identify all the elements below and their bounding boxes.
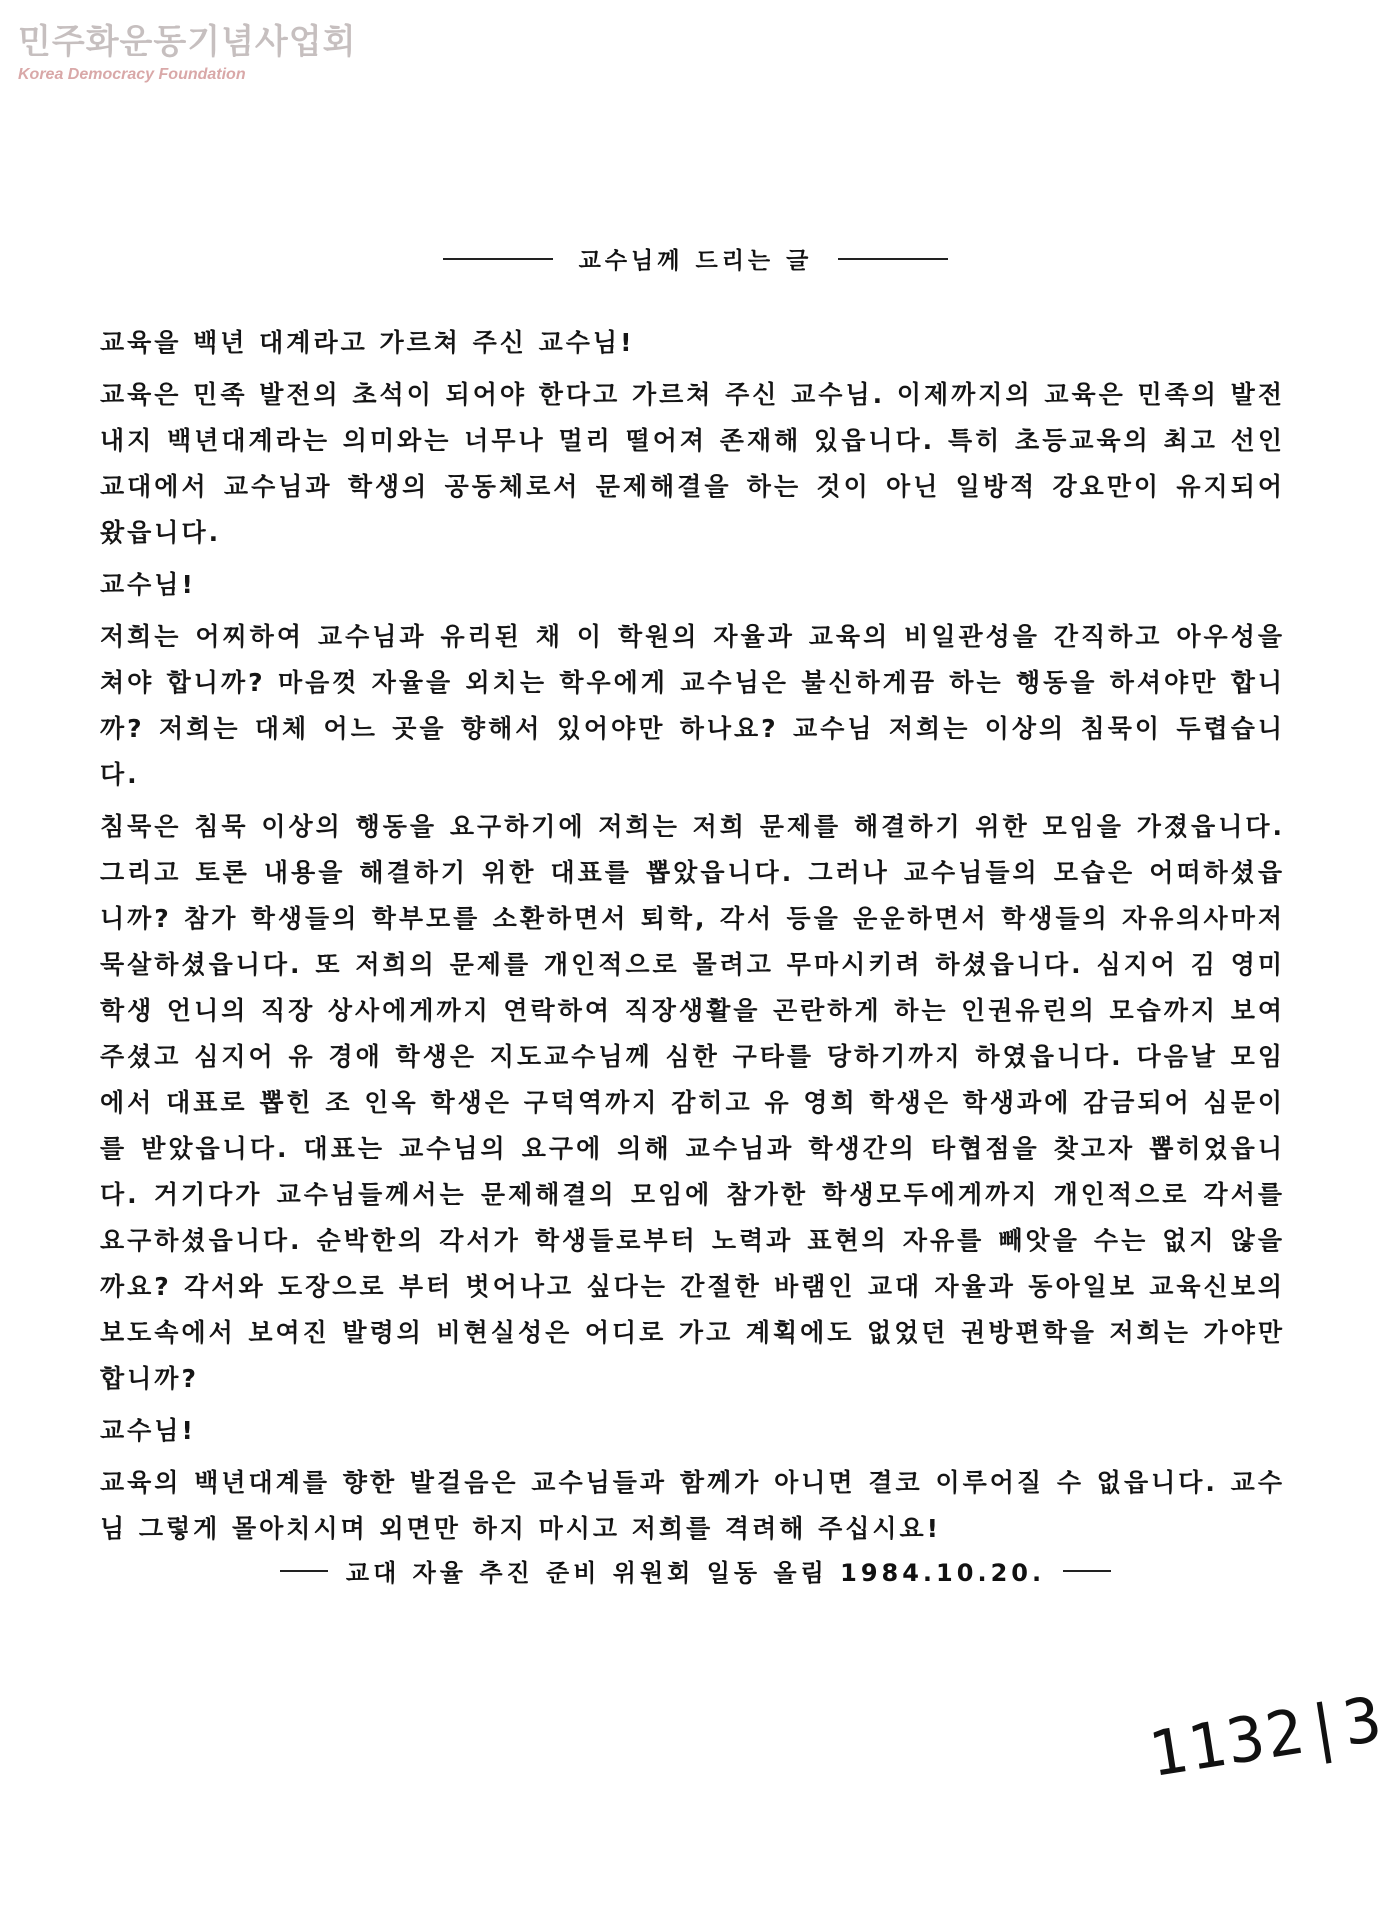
- paragraph-3: 침묵은 침묵 이상의 행동을 요구하기에 저희는 저희 문제를 해결하기 위한 모임을 가졌읍니다. 그리고 토론 내용을 해결하기 위한 대표를 뽑았읍니다. 그러나 교수님들의 모습은 어떠하셨읍니까? 참가 학생들의 학부모를 소환하면서 퇴학, 각서 등을 운운하면서 학생들의 자유의사마저 묵살하셨읍니다. 또 저희의 문제를 개인적으로 몰려고 무마시키려 하셨읍니다. 심지어 김 영미 학생 언니의 직장 상사에게까지 연락하여 직장생활을 곤란하게 하는 인권유린의 모습까지 보여주셨고 심지어 유 경애 학생은 지도교수님께 심한 구타를 당하기까지 하였읍니다. 다음날 모임에서 대표로 뽑힌 조 인옥 학생은 구덕역까지 감히고 유 영희 학생은 학생과에 감금되어 심문이를 받았읍니다. 대표는 교수님의 요구에 의해 교수님과 학생간의 타협점을 찾고자 뽑히었읍니다. 거기다가 교수님들께서는 문제해결의 모임에 참가한 학생모두에게까지 개인적으로 각서를 요구하셨읍니다. 순박한의 각서가 학생들로부터 노력과 표현의 자유를 빼앗을 수는 없지 않을까요? 각서와 도장으로 부터 벗어나고 싶다는 간절한 바램인 교대 자율과 동아일보 교육신보의 보도속에서 보여진 발령의 비현실성은 어디로 가고 계획에도 없었던 권방편학을 저희는 가야만 합니까?: [100, 812, 1285, 1393]
- document-title: 교수님께 드리는 글: [578, 248, 813, 274]
- watermark-english: Korea Democracy Foundation: [18, 66, 246, 83]
- signature-rule-right: [1063, 1570, 1111, 1572]
- document-body: [100, 320, 1285, 1558]
- address-2: 교수님!: [100, 570, 196, 599]
- archive-number: 1132|3: [1143, 1681, 1389, 1792]
- watermark-korean: 민주화운동기념사업회: [18, 22, 357, 62]
- document-title-row: [0, 242, 1391, 275]
- salutation: 교육을 백년 대계라고 가르쳐 주신 교수님!: [100, 328, 635, 357]
- paragraph-4: 교육의 백년대계를 향한 발걸음은 교수님들과 함께가 아니면 결코 이루어질 수 없읍니다. 교수님 그렇게 몰아치시며 외면만 하지 마시고 저희를 격려해 주십시요!: [100, 1468, 1285, 1543]
- paragraph-1: 교육은 민족 발전의 초석이 되어야 한다고 가르쳐 주신 교수님. 이제까지의 교육은 민족의 발전 내지 백년대계라는 의미와는 너무나 멀리 떨어져 존재해 있읍니다. 특히 초등교육의 최고 선인 교대에서 교수님과 학생의 공동체로서 문제해결을 하는 것이 아닌 일방적 강요만이 유지되어 왔읍니다.: [100, 380, 1285, 547]
- signature: 교대 자율 추진 준비 위원회 일동 올림 1984.10.20.: [345, 1559, 1046, 1587]
- signature-row: [0, 1553, 1391, 1588]
- paragraph-2: 저희는 어찌하여 교수님과 유리된 채 이 학원의 자율과 교육의 비일관성을 간직하고 아우성을 쳐야 합니까? 마음껏 자율을 외치는 학우에게 교수님은 불신하게끔 하는 행동을 하셔야만 합니까? 저희는 대체 어느 곳을 향해서 있어야만 하나요? 교수님 저희는 이상의 침묵이 두렵습니다.: [100, 622, 1285, 789]
- foundation-watermark: [18, 22, 356, 84]
- title-rule-left: [443, 258, 553, 260]
- address-3: 교수님!: [100, 1416, 196, 1445]
- title-rule-right: [838, 258, 948, 260]
- signature-rule-left: [280, 1570, 328, 1572]
